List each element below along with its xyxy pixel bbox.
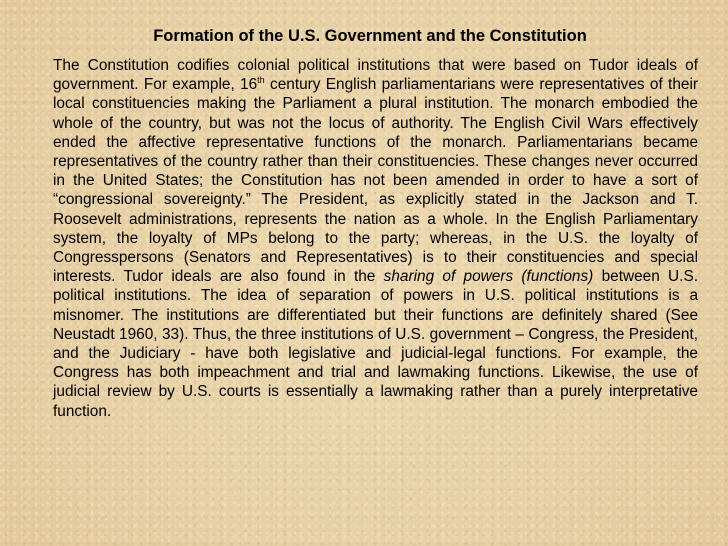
body-paragraph <box>53 56 698 421</box>
body-text-part-1: The Constitution codifies colonial political institutions that were based on Tudor ideals of government. For example, 16 <box>53 57 698 94</box>
emphasized-phrase: sharing of powers (functions) <box>383 268 594 286</box>
body-text-part-3: between U.S. political institutions. The idea of separation of powers in U.S. political institutions is a misnomer. The institutions are differentiated but their functions are definitely shared (See Neustadt 1960, 33). Thus, the three institutions of U.S. government – Congress, the President, and the Judiciary - have both legislative and judicial-legal functions. For example, the Congress has both impeachment and trial and lawmaking functions. Likewise, the use of judicial review by U.S. courts is essentially a lawmaking rather than a purely interpretative function. <box>53 268 698 420</box>
body-text-part-2: century English parliamentarians were representatives of their local constituencies making the Parliament a plural institution. The monarch embodied the whole of the country, but was not the locus of authority. The English Civil Wars effectively ended the affective representative functions of the monarch. Parliamentarians became representatives of the country rather than their constituencies. These changes never occurred in the United States; the Constitution has not been amended in order to have a sort of “congressional sovereignty.” The President, as explicitly stated in the Jackson and T. Roosevelt administrations, represents the nation as a whole. In the English Parliamentary system, the loyalty of MPs belong to the party; whereas, in the U.S. the loyalty of Congresspersons (Senators and Representatives) is to their constituencies and special interests. Tudor ideals are also found in the <box>53 76 698 286</box>
ordinal-suffix: th <box>257 75 265 86</box>
slide-title: Formation of the U.S. Government and the Constitution <box>153 27 587 45</box>
